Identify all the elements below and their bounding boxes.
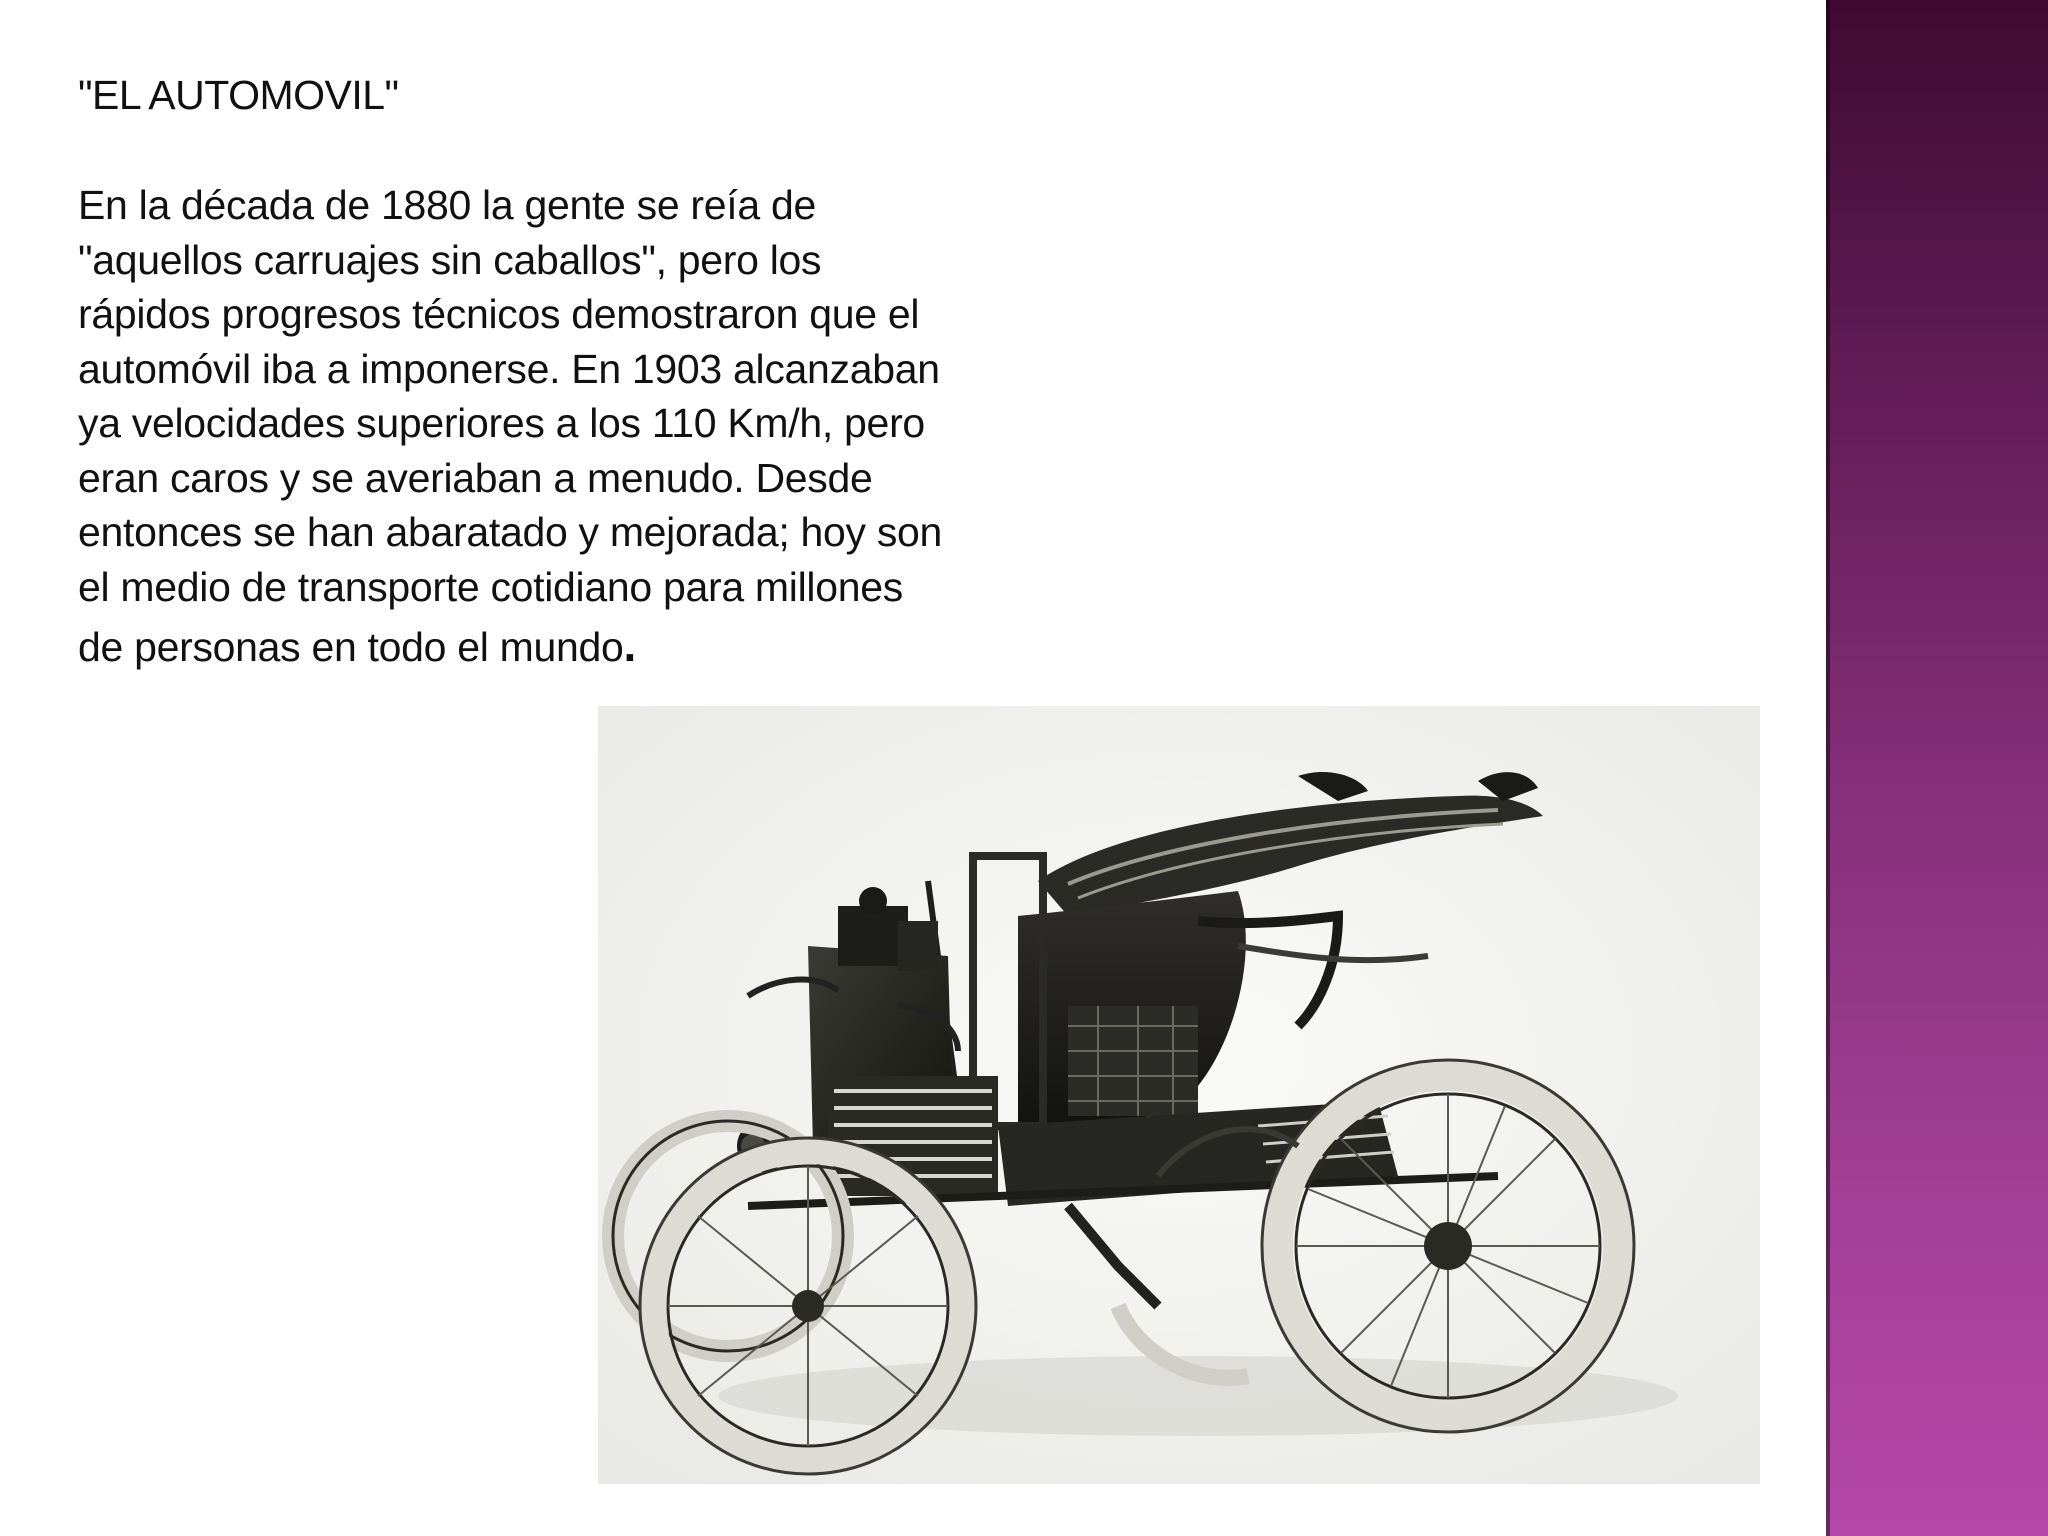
antique-car-illustration <box>598 706 1760 1484</box>
paragraph-line: ya velocidades superiores a los 110 Km/h, pero <box>78 400 925 446</box>
paragraph-line-text: de personas en todo el mundo <box>78 624 624 670</box>
paragraph-line: eran caros y se averiaban a menudo. Desde <box>78 454 873 501</box>
slide-title: "EL AUTOMOVIL" <box>78 72 399 118</box>
paragraph-line: entonces se han abaratado y mejorada; hoy son <box>78 509 943 555</box>
paragraph-line: el medio de transporte cotidiano para millones <box>78 563 903 610</box>
paragraph-line: En la década de 1880 la gente se reía de <box>78 182 816 228</box>
paragraph-line: rápidos progresos técnicos demostraron que el <box>78 291 920 337</box>
decorative-side-band <box>1826 0 2048 1536</box>
slide-paragraph <box>78 178 1078 675</box>
paragraph-line-last <box>78 618 1078 675</box>
paragraph-line: automóvil iba a imponerse. En 1903 alcanzaban <box>78 345 940 392</box>
car-photo <box>598 706 1760 1484</box>
final-period: . <box>623 619 636 671</box>
paragraph-line: "aquellos carruajes sin caballos", pero los <box>78 236 822 283</box>
